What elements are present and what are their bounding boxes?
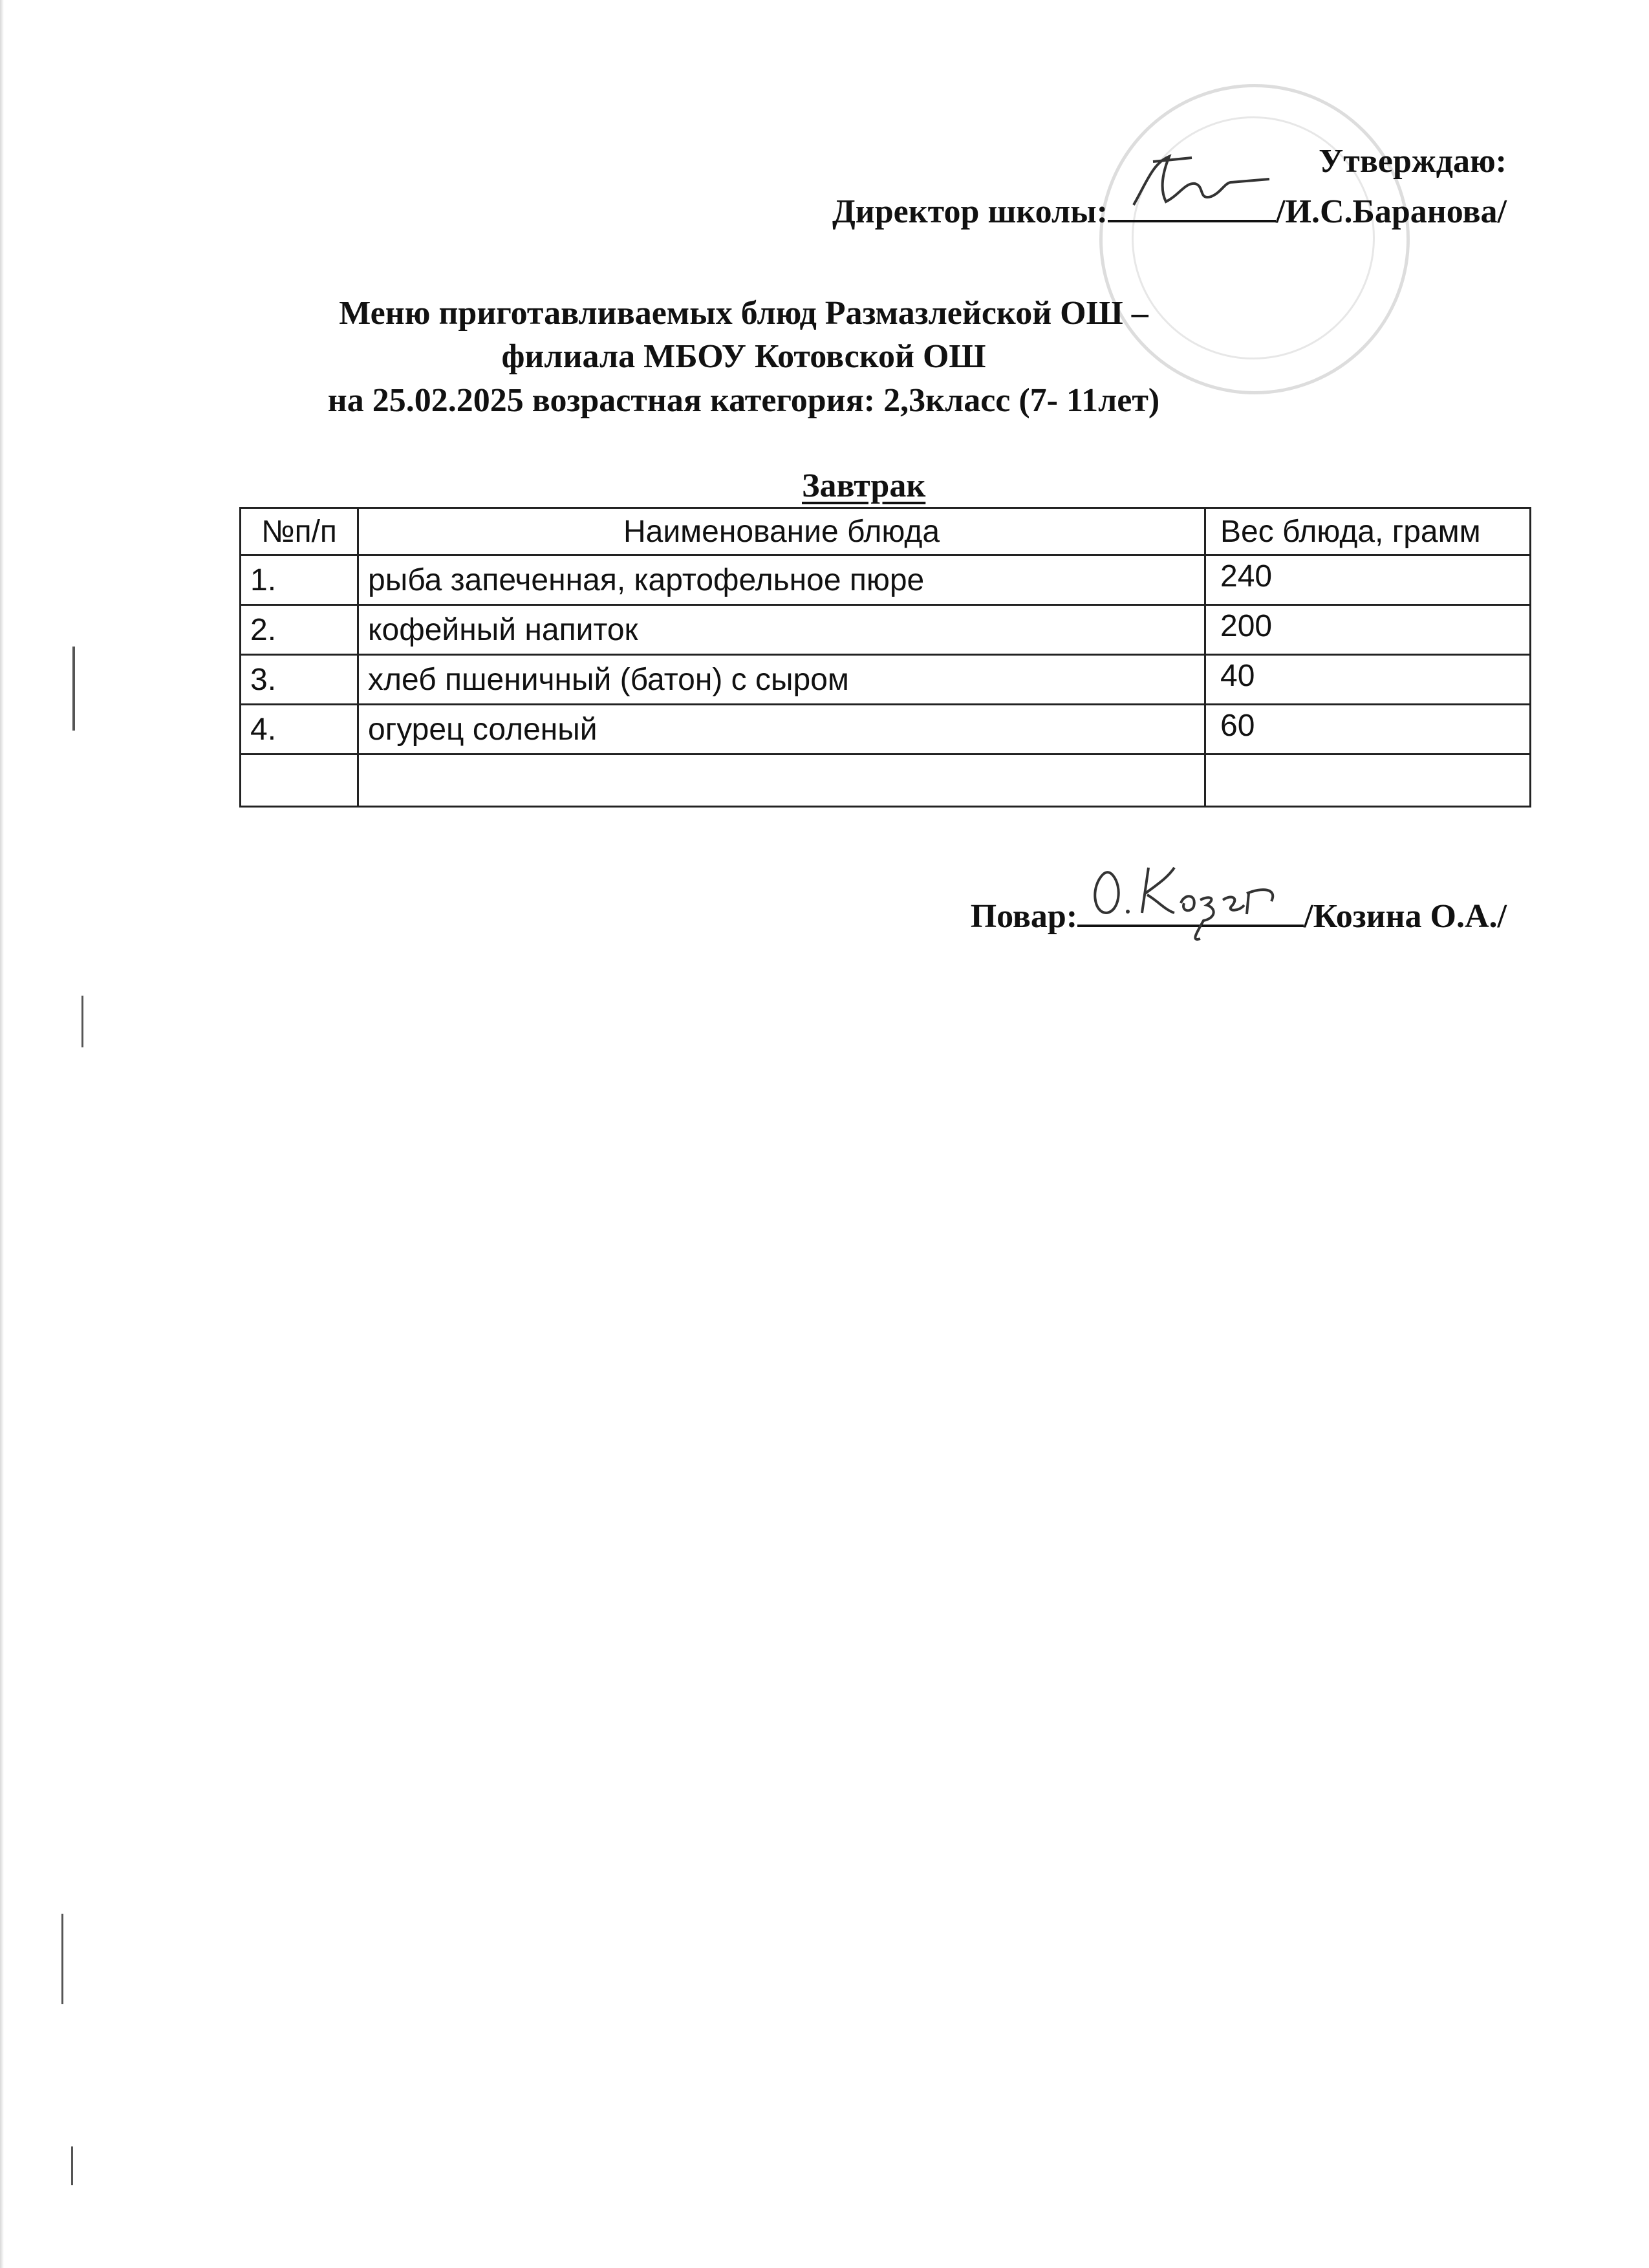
header-dish-weight: Вес блюда, грамм (1205, 508, 1531, 555)
row-dish-weight: 40 (1205, 655, 1531, 705)
document-title-line-1: Меню приготавливаемых блюд Размазлейской ОШ – (339, 295, 1148, 332)
table-row (241, 555, 1531, 605)
cook-label: Повар: (970, 898, 1078, 935)
meal-heading: Завтрак (802, 467, 926, 504)
row-number: 2. (241, 605, 358, 655)
cook-name: /Козина О.А./ (1304, 898, 1507, 935)
scan-mark (61, 1914, 63, 2004)
director-label: Директор школы: (832, 193, 1108, 230)
director-signature-blank (1108, 189, 1276, 222)
cook-signature-blank (1077, 893, 1304, 927)
scan-mark (81, 996, 83, 1047)
row-dish-weight: 200 (1205, 605, 1531, 655)
table-header-row (241, 508, 1531, 555)
row-number (241, 754, 358, 807)
document-title-line-2: филиала МБОУ Котовской ОШ (501, 338, 986, 375)
row-dish-name: рыба запеченная, картофельное пюре (358, 555, 1205, 605)
approval-director-line (832, 189, 1507, 231)
approval-title: Утверждаю: (1319, 143, 1507, 180)
row-dish-weight: 240 (1205, 555, 1531, 605)
scan-mark (71, 2146, 73, 2185)
table-row (241, 705, 1531, 754)
row-number: 4. (241, 705, 358, 754)
header-number: №п/п (241, 508, 358, 555)
row-dish-name: хлеб пшеничный (батон) с сыром (358, 655, 1205, 705)
cook-signature-line (971, 893, 1507, 936)
header-dish-name: Наименование блюда (358, 508, 1205, 555)
document-title-line-3: на 25.02.2025 возрастная категория: 2,3класс (7- 11лет) (327, 382, 1160, 419)
row-number: 1. (241, 555, 358, 605)
row-dish-weight: 60 (1205, 705, 1531, 754)
director-name: /И.С.Баранова/ (1276, 193, 1507, 230)
row-dish-weight (1205, 754, 1531, 807)
row-number: 3. (241, 655, 358, 705)
menu-table (239, 507, 1531, 808)
row-dish-name (358, 754, 1205, 807)
row-dish-name: кофейный напиток (358, 605, 1205, 655)
table-row (241, 655, 1531, 705)
table-row-empty (241, 754, 1531, 807)
director-signature (1108, 144, 1276, 215)
table-row (241, 605, 1531, 655)
scan-mark (72, 647, 75, 731)
cook-signature (1077, 848, 1304, 945)
row-dish-name: огурец соленый (358, 705, 1205, 754)
